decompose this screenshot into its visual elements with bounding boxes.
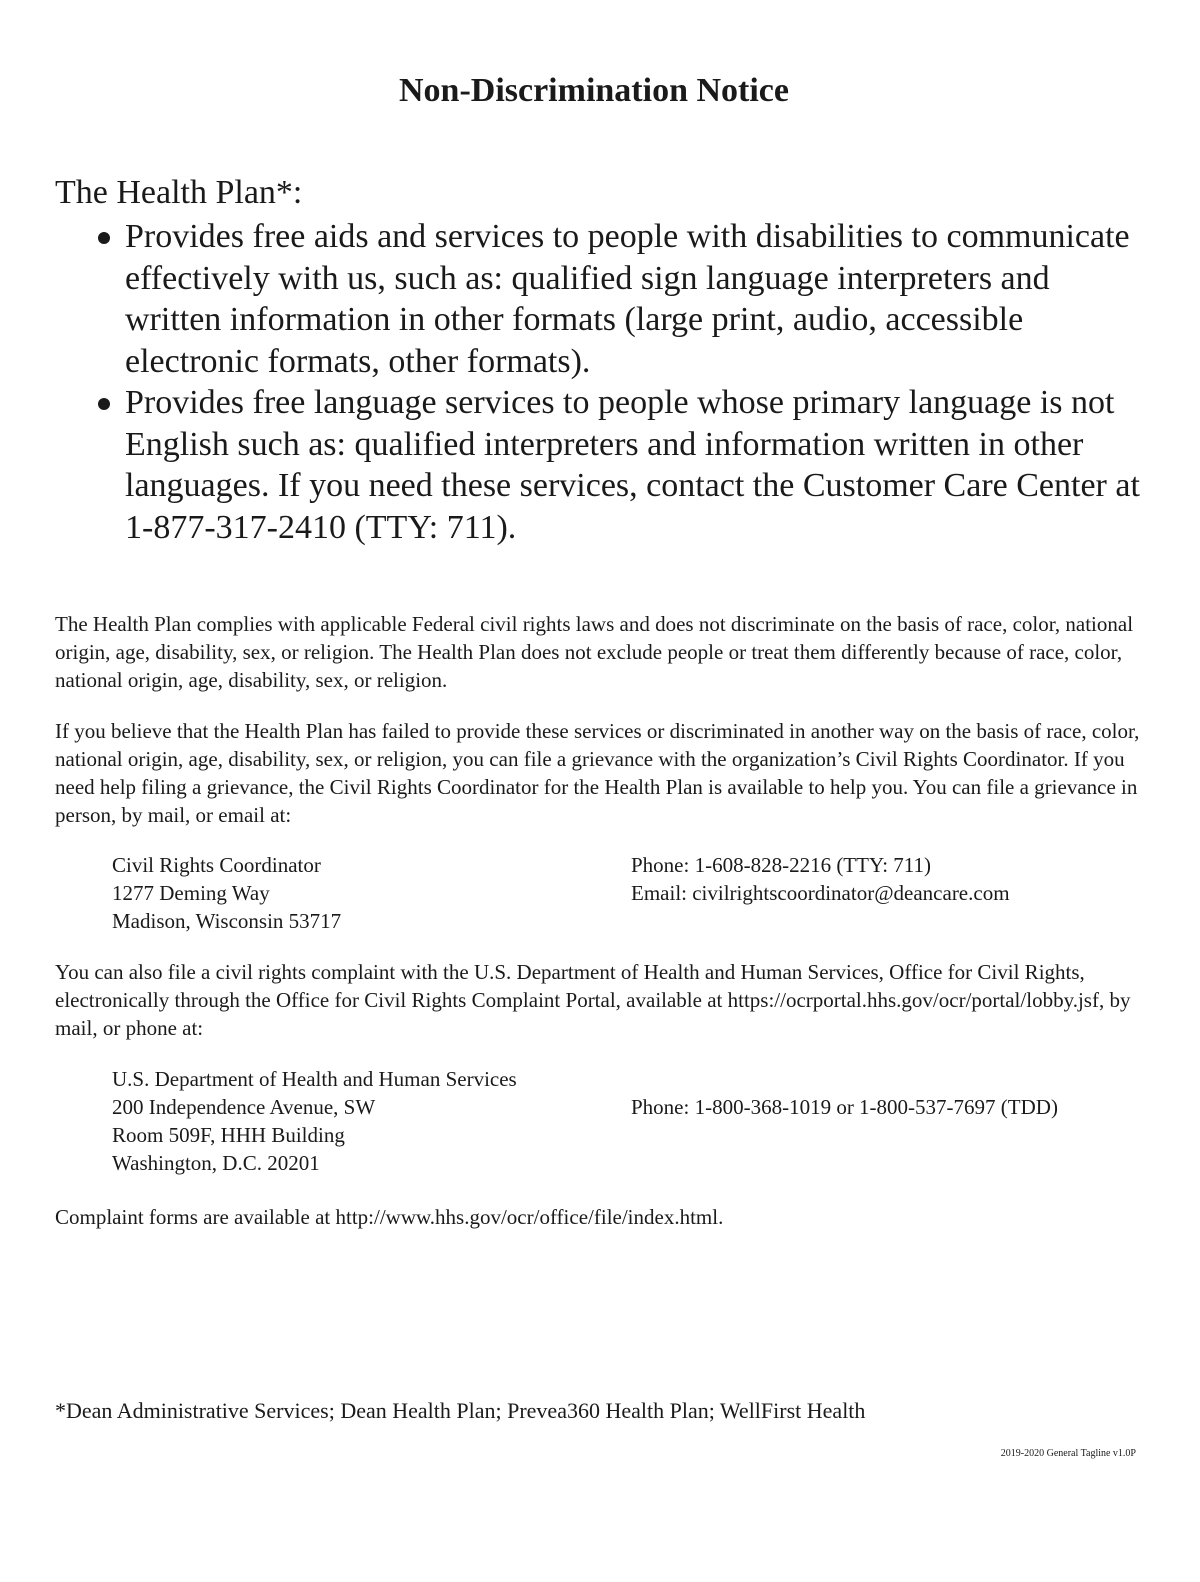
- list-item-aids-services: [55, 216, 1145, 382]
- hhs-contact: [631, 1093, 1058, 1121]
- list-item-text: Provides free aids and services to people with disabilities to communicate effectively with us, such as: qualified sign language interpreters and written information in other formats (large print, audio, accessible electronic formats, other formats).: [125, 218, 1130, 380]
- address-line: U.S. Department of Health and Human Services: [112, 1067, 517, 1091]
- address-line: Madison, Wisconsin 53717: [112, 909, 342, 933]
- intro-heading: The Health Plan*:: [55, 174, 303, 211]
- services-list: [55, 216, 1145, 548]
- list-item-language-services: [55, 382, 1145, 548]
- address-line: Washington, D.C. 20201: [112, 1151, 320, 1175]
- hhs-phone: Phone: 1-800-368-1019 or 1-800-537-7697 (TDD): [631, 1095, 1058, 1119]
- bullet-icon: [98, 398, 110, 410]
- address-line: 1277 Deming Way: [112, 881, 270, 905]
- address-line: Civil Rights Coordinator: [112, 853, 321, 877]
- complaint-forms-paragraph: Complaint forms are available at http://www.hhs.gov/ocr/office/file/index.html.: [55, 1205, 724, 1229]
- coordinator-contact: [631, 851, 1010, 907]
- grievance-paragraph: If you believe that the Health Plan has failed to provide these services or discriminated in another way on the basis of race, color, national origin, age, disability, sex, or religion, you can file a grievance with the organization’s Civil Rights Coordinator. If you need help filing a grievance, the Civil Rights Coordinator for the Health Plan is available to help you. You can file a grievance in person, by mail, or email at:: [55, 719, 1140, 827]
- hhs-address: [112, 1065, 517, 1177]
- coordinator-phone: Phone: 1-608-828-2216 (TTY: 711): [631, 853, 931, 877]
- page-title: Non-Discrimination Notice: [398, 72, 789, 109]
- coordinator-email: Email: civilrightscoordinator@deancare.com: [631, 881, 1010, 905]
- compliance-paragraph: The Health Plan complies with applicable Federal civil rights laws and does not discriminate on the basis of race, color, national origin, age, disability, sex, or religion. The Health Plan does not exclude people or treat them differently because of race, color, national origin, age, disability, sex, or religion.: [55, 612, 1134, 692]
- coordinator-address: [112, 851, 341, 935]
- bullet-icon: [98, 232, 110, 244]
- version-tag: 2019-2020 General Tagline v1.0P: [1000, 1448, 1136, 1459]
- footnote: *Dean Administrative Services; Dean Health Plan; Prevea360 Health Plan; WellFirst Health: [55, 1398, 866, 1423]
- hhs-complaint-paragraph: You can also file a civil rights complaint with the U.S. Department of Health and Human Services, Office for Civil Rights, electronically through the Office for Civil Rights Complaint Portal, available at https://ocrportal.hhs.gov/ocr/portal/lobby.jsf, by mail, or phone at:: [55, 960, 1131, 1040]
- list-item-text: Provides free language services to people whose primary language is not English such as: qualified interpreters and information written in other languages. If you need these services, contact the Customer Care Center at 1-877-317-2410 (TTY: 711).: [125, 384, 1140, 546]
- address-line: 200 Independence Avenue, SW: [112, 1095, 376, 1119]
- address-line: Room 509F, HHH Building: [112, 1123, 345, 1147]
